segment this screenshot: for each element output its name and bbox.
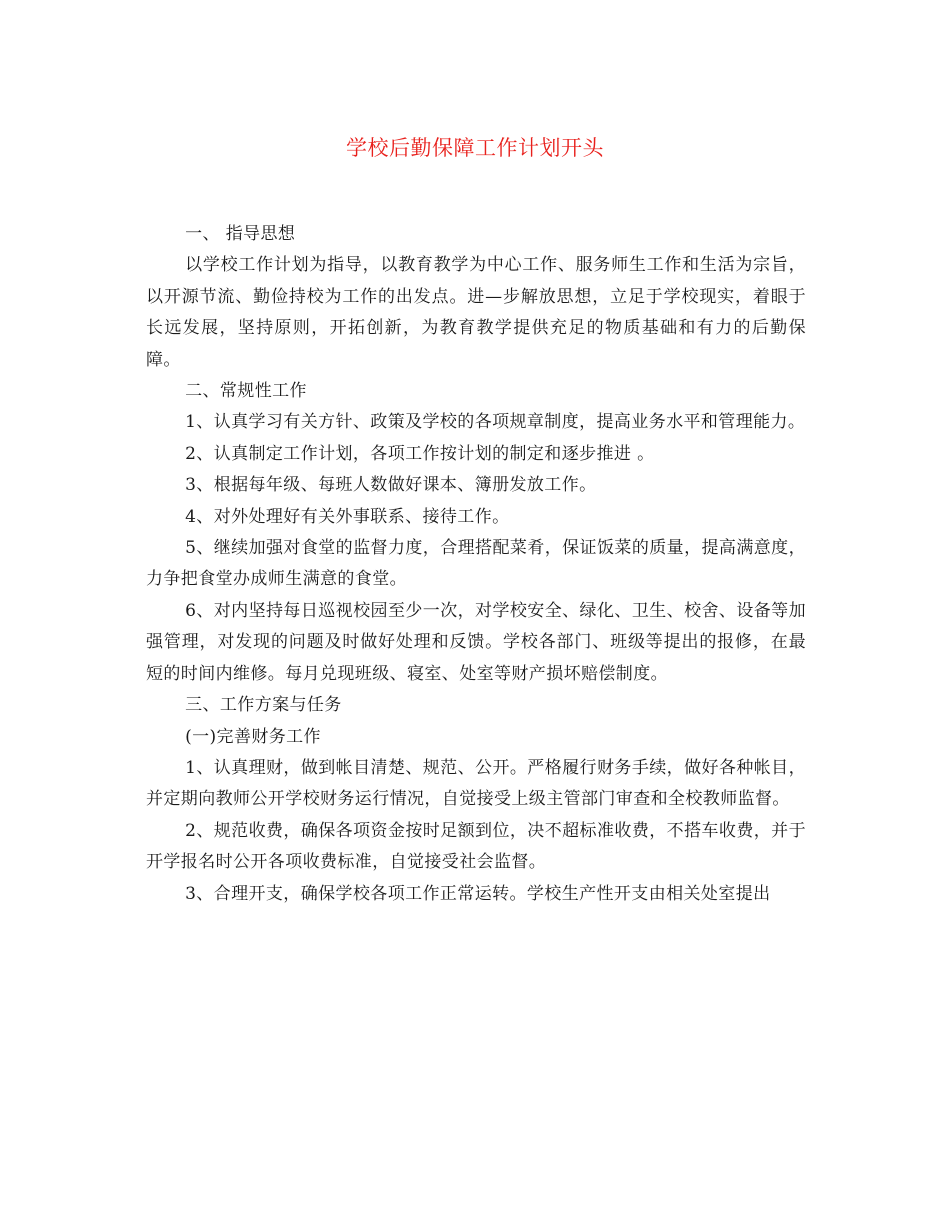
heading-routine-work: 二、常规性工作	[185, 381, 307, 402]
document-body	[146, 219, 806, 910]
list-item-finance-1: 1、认真理财，做到帐目清楚、规范、公开。严格履行财务手续，做好各种帐目，并定期向教师公开学校财务运行情况，自觉接受上级主管部门审查和全校教师监督。	[146, 757, 806, 810]
list-item-routine-4: 4、对外处理好有关外事联系、接待工作。	[185, 506, 510, 527]
paragraph-guiding-ideology: 以学校工作计划为指导，以教育教学为中心工作、服务师生工作和生活为宗旨，以开源节流、勤俭持校为工作的出发点。进—步解放思想，立足于学校现实，着眼于长远发展，坚持原则，开拓创新，为教育教学提供充足的物质基础和有力的后勤保障。	[146, 255, 806, 370]
list-item-finance-3: 3、合理开支，确保学校各项工作正常运转。学校生产性开支由相关处室提出	[185, 883, 771, 904]
list-item-routine-5: 5、继续加强对食堂的监督力度，合理搭配菜肴，保证饭菜的质量，提高满意度，力争把食堂办成师生满意的食堂。	[146, 538, 806, 590]
list-item-routine-3: 3、根据每年级、每班人数做好课本、簿册发放工作。	[185, 475, 597, 496]
list-item-routine-2: 2、认真制定工作计划，各项工作按计划的制定和逐步推进 。	[185, 443, 655, 464]
list-item-routine-6: 6、对内坚持每日巡视校园至少一次，对学校安全、绿化、卫生、校舍、设备等加强管理，对发现的问题及时做好处理和反馈。学校各部门、班级等提出的报修，在最短的时间内维修。每月兑现班级、寝室、处室等财产损坏赔偿制度。	[146, 600, 806, 684]
list-item-finance-2: 2、规范收费，确保各项资金按时足额到位，决不超标准收费，不搭车收费，并于开学报名时公开各项收费标准，自觉接受社会监督。	[146, 820, 806, 873]
list-item-routine-1: 1、认真学习有关方针、政策及学校的各项规章制度，提高业务水平和管理能力。	[185, 412, 806, 433]
subheading-finance-work: (一)完善财务工作	[185, 726, 321, 747]
document-title: 学校后勤保障工作计划开头	[346, 136, 604, 160]
heading-guiding-ideology: 一、 指导思想	[185, 224, 296, 244]
heading-work-plan-tasks: 三、工作方案与任务	[185, 695, 342, 716]
